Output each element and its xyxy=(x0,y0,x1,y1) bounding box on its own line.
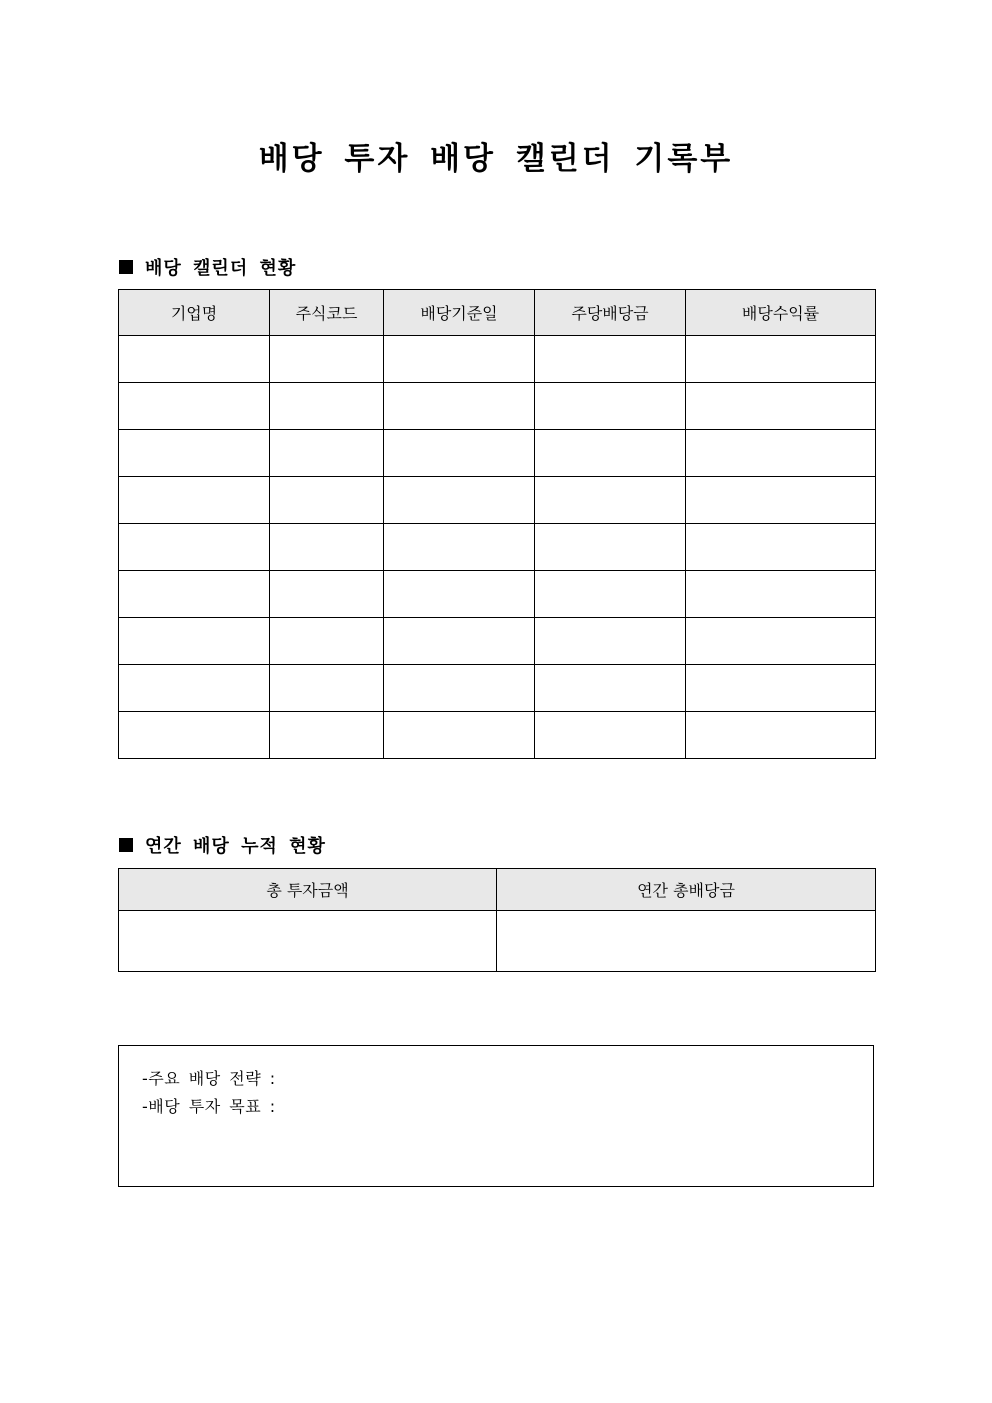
table-cell[interactable] xyxy=(686,383,876,430)
column-header-dividend-yield: 배당수익률 xyxy=(686,290,876,336)
notes-line-strategy: -주요 배당 전략 : xyxy=(142,1069,276,1088)
table-cell[interactable] xyxy=(119,383,270,430)
notes-line-goal: -배당 투자 목표 : xyxy=(142,1097,276,1116)
table-cell[interactable] xyxy=(119,477,270,524)
table-cell[interactable] xyxy=(535,524,686,571)
table-cell[interactable] xyxy=(535,477,686,524)
column-header-dividend-per-share: 주당배당금 xyxy=(535,290,686,336)
table-row xyxy=(119,430,876,477)
table-cell[interactable] xyxy=(384,524,535,571)
column-header-total-investment: 총 투자금액 xyxy=(119,869,497,911)
table-cell[interactable] xyxy=(384,665,535,712)
table-header-row xyxy=(119,869,876,911)
table-cell[interactable] xyxy=(535,383,686,430)
table-cell[interactable] xyxy=(270,383,384,430)
table-row xyxy=(119,571,876,618)
column-header-annual-total-dividend: 연간 총배당금 xyxy=(497,869,876,911)
table-cell[interactable] xyxy=(384,712,535,759)
table-cell[interactable] xyxy=(384,383,535,430)
table-cell[interactable] xyxy=(686,712,876,759)
table-cell[interactable] xyxy=(384,477,535,524)
table-cell[interactable] xyxy=(119,712,270,759)
column-header-stock-code: 주식코드 xyxy=(270,290,384,336)
table-cell[interactable] xyxy=(686,665,876,712)
table-row xyxy=(119,524,876,571)
table-cell[interactable] xyxy=(686,477,876,524)
dividend-calendar-table xyxy=(118,289,876,759)
table-cell[interactable] xyxy=(686,571,876,618)
table-row xyxy=(119,477,876,524)
section-heading-text: 연간 배당 누적 현황 xyxy=(145,836,326,857)
table-cell[interactable] xyxy=(384,571,535,618)
table-cell[interactable] xyxy=(384,336,535,383)
column-header-company: 기업명 xyxy=(119,290,270,336)
table-cell[interactable] xyxy=(270,430,384,477)
table-cell[interactable] xyxy=(686,524,876,571)
table-cell[interactable] xyxy=(119,571,270,618)
table-cell[interactable] xyxy=(270,336,384,383)
table-cell[interactable] xyxy=(686,336,876,383)
table-cell[interactable] xyxy=(535,618,686,665)
table-cell[interactable] xyxy=(384,618,535,665)
section-heading-summary xyxy=(119,832,326,858)
table-row xyxy=(119,618,876,665)
table-row xyxy=(119,336,876,383)
table-cell[interactable] xyxy=(270,571,384,618)
table-cell[interactable] xyxy=(270,665,384,712)
table-cell[interactable] xyxy=(686,430,876,477)
table-row xyxy=(119,712,876,759)
table-cell[interactable] xyxy=(535,665,686,712)
document-title: 배당 투자 배당 캘린더 기록부 xyxy=(258,141,734,177)
annual-summary-table xyxy=(118,868,876,972)
table-row xyxy=(119,383,876,430)
table-cell[interactable] xyxy=(119,430,270,477)
total-investment-cell[interactable] xyxy=(119,911,497,972)
table-cell[interactable] xyxy=(535,336,686,383)
table-cell[interactable] xyxy=(270,712,384,759)
table-cell[interactable] xyxy=(119,524,270,571)
black-square-bullet-icon xyxy=(119,260,133,274)
table-cell[interactable] xyxy=(270,477,384,524)
table-cell[interactable] xyxy=(535,571,686,618)
table-cell[interactable] xyxy=(686,618,876,665)
table-row xyxy=(119,665,876,712)
table-cell[interactable] xyxy=(535,430,686,477)
table-cell[interactable] xyxy=(270,618,384,665)
table-cell[interactable] xyxy=(535,712,686,759)
section-heading-calendar xyxy=(119,254,296,280)
column-header-record-date: 배당기준일 xyxy=(384,290,535,336)
table-row xyxy=(119,911,876,972)
table-cell[interactable] xyxy=(270,524,384,571)
black-square-bullet-icon xyxy=(119,838,133,852)
table-cell[interactable] xyxy=(384,430,535,477)
table-cell[interactable] xyxy=(119,618,270,665)
table-cell[interactable] xyxy=(119,336,270,383)
table-cell[interactable] xyxy=(119,665,270,712)
table-header-row xyxy=(119,290,876,336)
section-heading-text: 배당 캘린더 현황 xyxy=(145,258,297,279)
notes-box[interactable] xyxy=(118,1045,874,1187)
annual-total-dividend-cell[interactable] xyxy=(497,911,876,972)
